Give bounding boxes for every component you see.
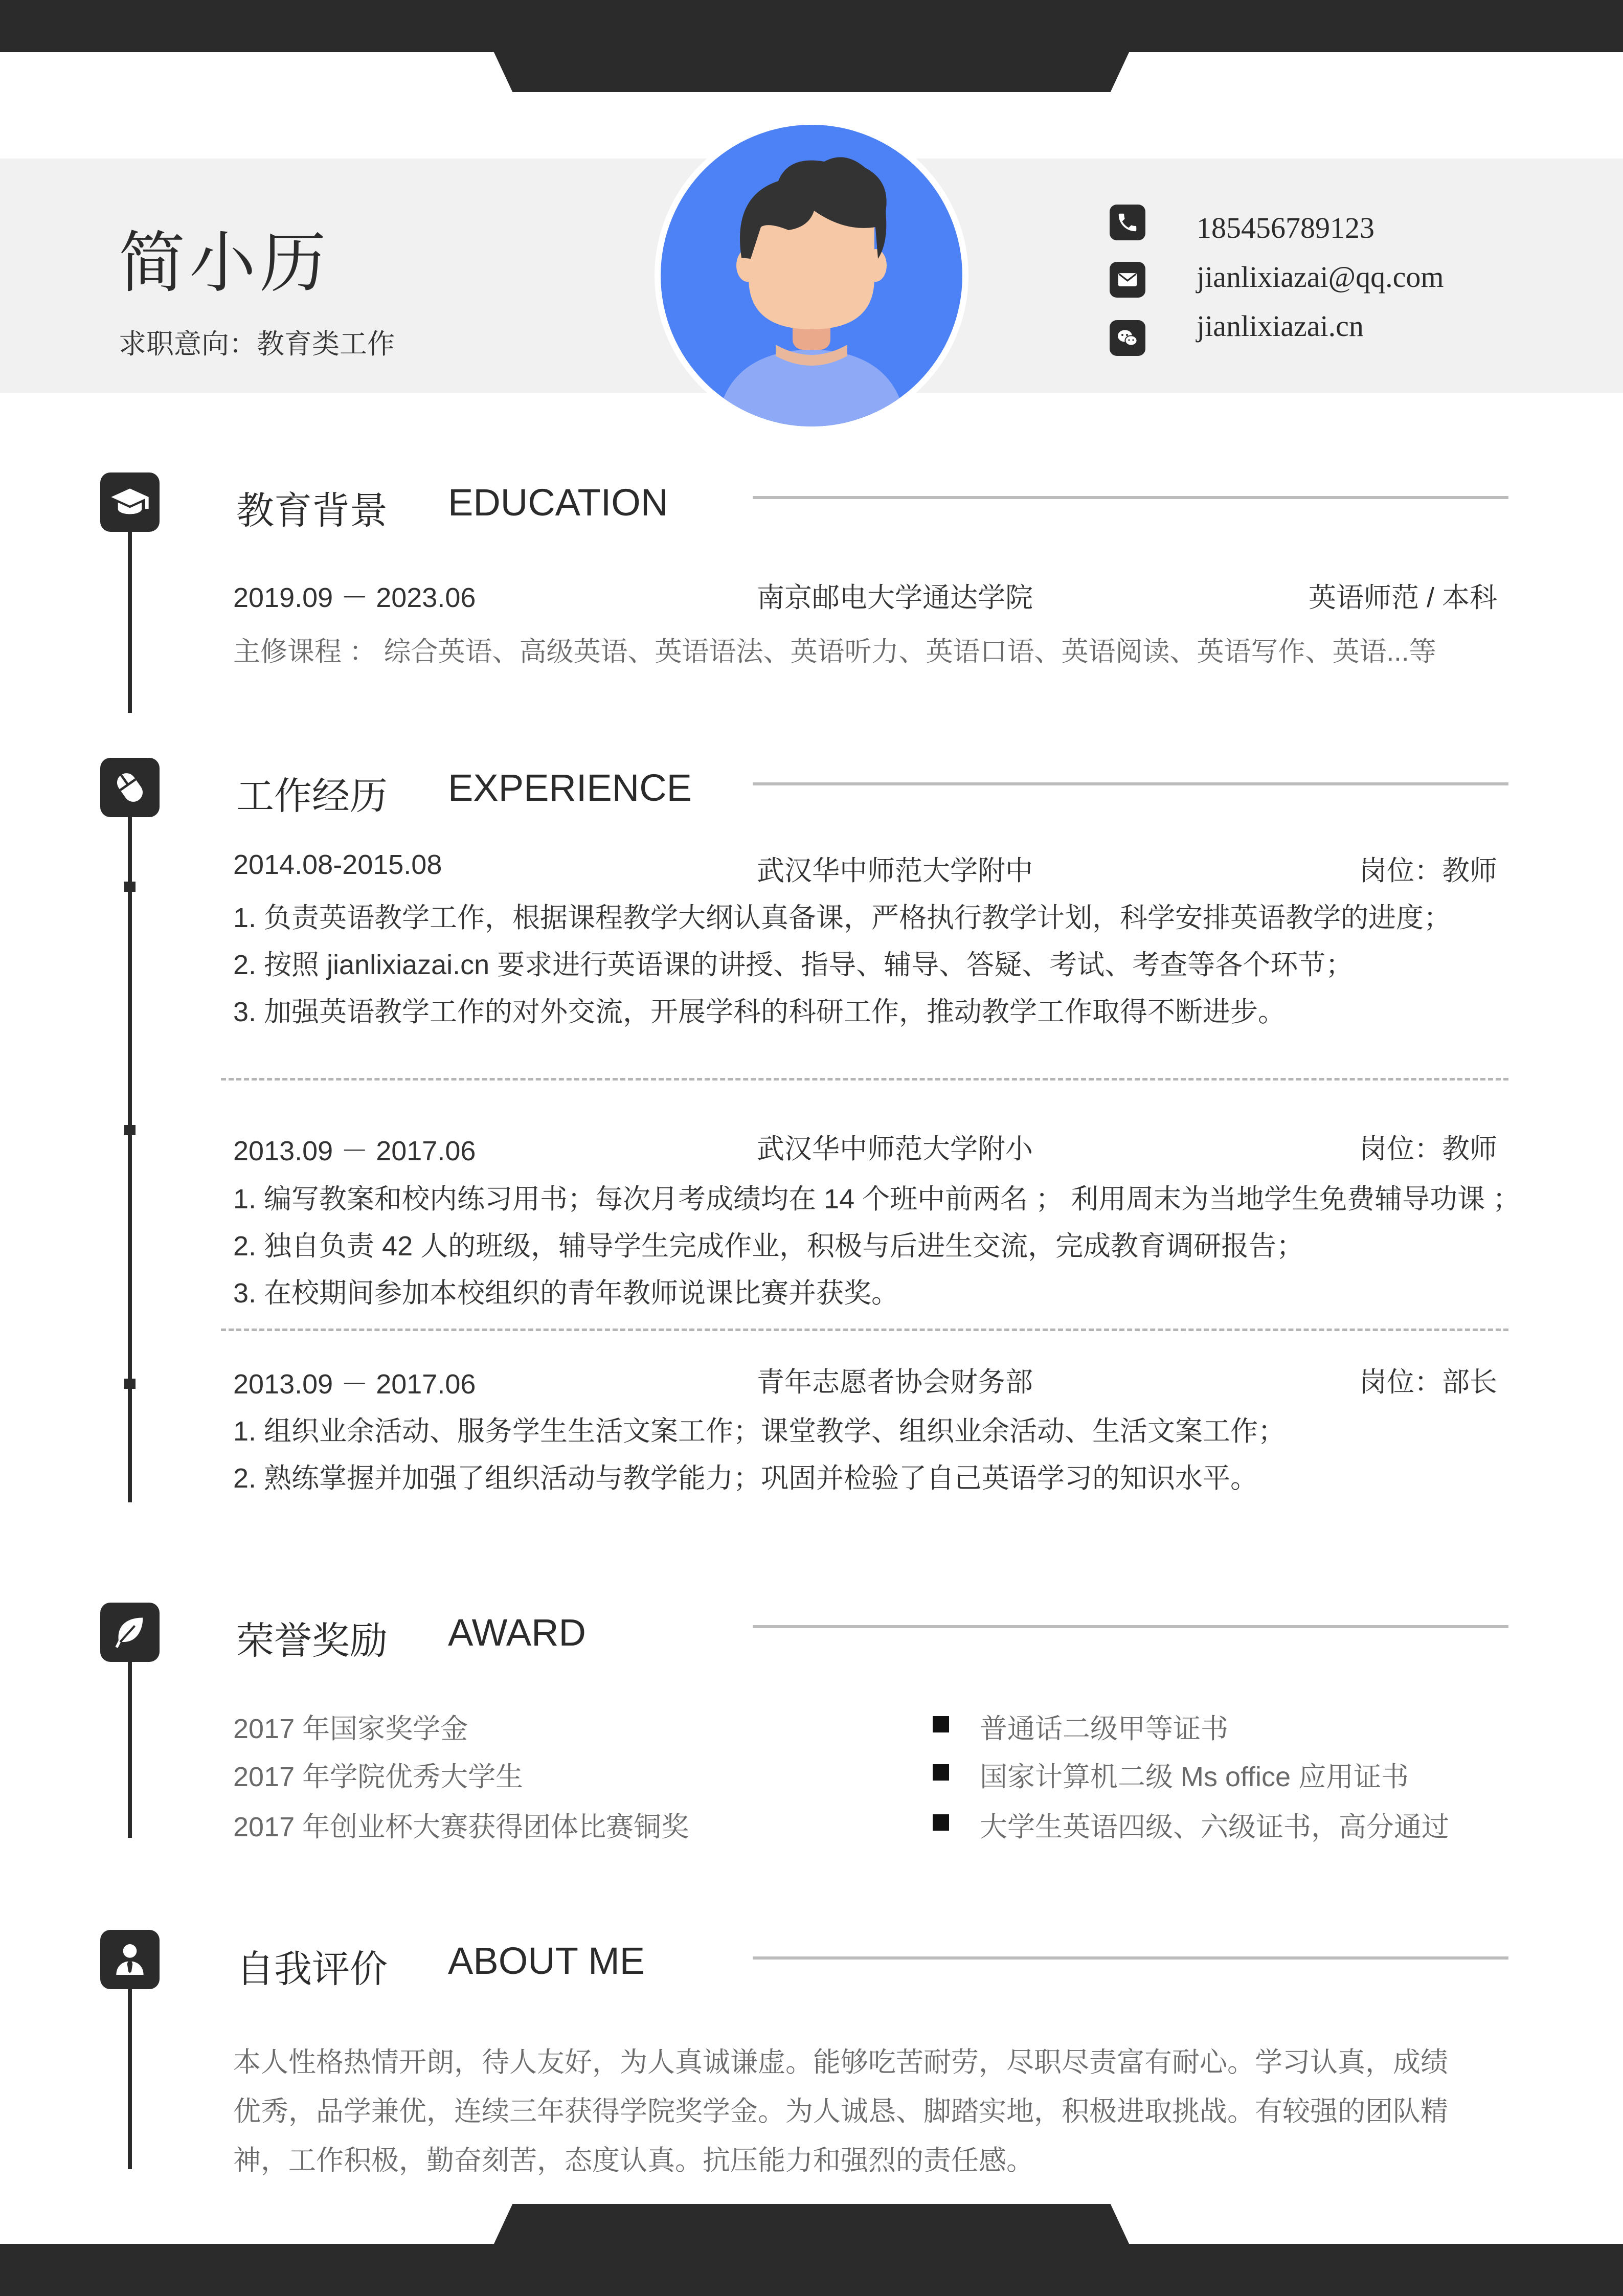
section-rule (753, 496, 1508, 499)
about-line-1: 本人性格热情开朗，待人友好，为人真诚谦虚。能够吃苦耐劳，尽职尽责富有耐心。学习认真，成绩 (233, 2047, 1448, 2078)
experience-3-period: 2013.09 － 2017.06 (233, 1369, 476, 1400)
wechat-icon (1110, 320, 1145, 356)
contact-email: jianlixiazai@qq.com (1197, 260, 1444, 294)
timeline-education (128, 527, 132, 713)
section-rule (753, 782, 1508, 785)
section-title-education-en: EDUCATION (448, 481, 668, 524)
timeline-award (128, 1660, 132, 1838)
top-bar (0, 0, 1623, 52)
section-rule (753, 1625, 1508, 1628)
experience-1-line-1: 1. 负责英语教学工作，根据课程教学大纲认真备课，严格执行教学计划，科学安排英语教学的进度； (233, 903, 1452, 933)
mouse-icon (100, 758, 160, 817)
experience-1-period: 2014.08-2015.08 (233, 849, 442, 880)
education-courses: 主修课程 ： 综合英语、高级英语、英语语法、英语听力、英语口语、英语阅读、英语写作、英语...等 (233, 637, 1436, 667)
top-tab (493, 51, 1130, 92)
experience-2-line-2: 2. 独自负责 42 人的班级，辅导学生完成作业，积极与后进生交流，完成教育调研报告； (233, 1231, 1304, 1262)
square-bullet-icon (933, 1814, 949, 1831)
divider-dashed (221, 1329, 1508, 1331)
timeline-tick (124, 1125, 136, 1135)
avatar-person-icon (661, 125, 962, 426)
phone-icon (1110, 205, 1145, 240)
user-tie-icon (100, 1930, 160, 1989)
section-rule (753, 1956, 1508, 1960)
section-title-education-cn: 教育背景 (236, 489, 388, 532)
experience-2-line-3: 3. 在校期间参加本校组织的青年教师说课比赛并获奖。 (233, 1278, 899, 1309)
award-left-1: 2017 年国家奖学金 (233, 1714, 468, 1744)
bottom-tab (493, 2204, 1130, 2245)
experience-2-line-1: 1. 编写教案和校内练习用书；每次月考成绩均在 14 个班中前两名 ； 利用周末为当地学生免费辅导功课 ； (233, 1184, 1521, 1214)
section-title-about-en: ABOUT ME (448, 1940, 645, 1982)
section-title-about-cn: 自我评价 (236, 1948, 388, 1990)
experience-2-period: 2013.09 － 2017.06 (233, 1136, 476, 1166)
timeline-tick (124, 882, 136, 892)
timeline-tick (124, 1379, 136, 1389)
contact-phone: 185456789123 (1197, 211, 1374, 244)
experience-3-line-1: 1. 组织业余活动、服务学生生活文案工作；课堂教学、组织业余活动、生活文案工作； (233, 1416, 1286, 1447)
square-bullet-icon (933, 1716, 949, 1732)
education-school: 南京邮电大学通达学院 (757, 582, 1033, 613)
section-title-experience-cn: 工作经历 (236, 775, 388, 817)
experience-1-line-2: 2. 按照 jianlixiazai.cn 要求进行英语课的讲授、指导、辅导、答疑、考试、考查等各个环节； (233, 950, 1354, 980)
experience-1-role: 岗位：教师 (1359, 856, 1497, 886)
divider-dashed (221, 1078, 1508, 1081)
award-right-1: 普通话二级甲等证书 (980, 1714, 1228, 1744)
education-degree: 英语师范 / 本科 (1308, 582, 1497, 613)
section-title-award-en: AWARD (448, 1611, 586, 1654)
section-title-award-cn: 荣誉奖励 (236, 1619, 388, 1662)
job-intent: 求职意向：教育类工作 (119, 329, 395, 359)
bottom-bar (0, 2244, 1623, 2296)
award-right-3: 大学生英语四级、六级证书，高分通过 (980, 1812, 1449, 1842)
about-line-3: 神，工作积极，勤奋刻苦，态度认真。抗压能力和强烈的责任感。 (233, 2145, 1034, 2176)
experience-1-line-3: 3. 加强英语教学工作的对外交流，开展学科的科研工作，推动教学工作取得不断进步。 (233, 997, 1286, 1027)
award-left-2: 2017 年学院优秀大学生 (233, 1762, 524, 1792)
contact-website: jianlixiazai.cn (1197, 309, 1364, 343)
experience-3-line-2: 2. 熟练掌握并加强了组织活动与教学能力；巩固并检验了自己英语学习的知识水平。 (233, 1463, 1258, 1494)
award-left-3: 2017 年创业杯大赛获得团体比赛铜奖 (233, 1812, 689, 1842)
leaf-icon (100, 1603, 160, 1662)
timeline-about (128, 1987, 132, 2169)
education-period: 2019.09 － 2023.06 (233, 582, 476, 613)
experience-1-org: 武汉华中师范大学附中 (757, 856, 1033, 886)
section-title-experience-en: EXPERIENCE (448, 767, 692, 809)
avatar (661, 125, 962, 426)
award-right-2: 国家计算机二级 Ms office 应用证书 (980, 1762, 1409, 1792)
mail-icon (1110, 262, 1145, 298)
experience-2-org: 武汉华中师范大学附小 (757, 1134, 1033, 1164)
experience-3-org: 青年志愿者协会财务部 (757, 1367, 1033, 1398)
experience-3-role: 岗位：部长 (1359, 1367, 1497, 1398)
about-line-2: 优秀，品学兼优，连续三年获得学院奖学金。为人诚恳、脚踏实地，积极进取挑战。有较强的团队精 (233, 2096, 1448, 2127)
graduation-cap-icon (100, 472, 160, 532)
applicant-name: 简小历 (119, 226, 331, 300)
square-bullet-icon (933, 1764, 949, 1781)
timeline-experience (128, 815, 132, 1502)
experience-2-role: 岗位：教师 (1359, 1134, 1497, 1164)
